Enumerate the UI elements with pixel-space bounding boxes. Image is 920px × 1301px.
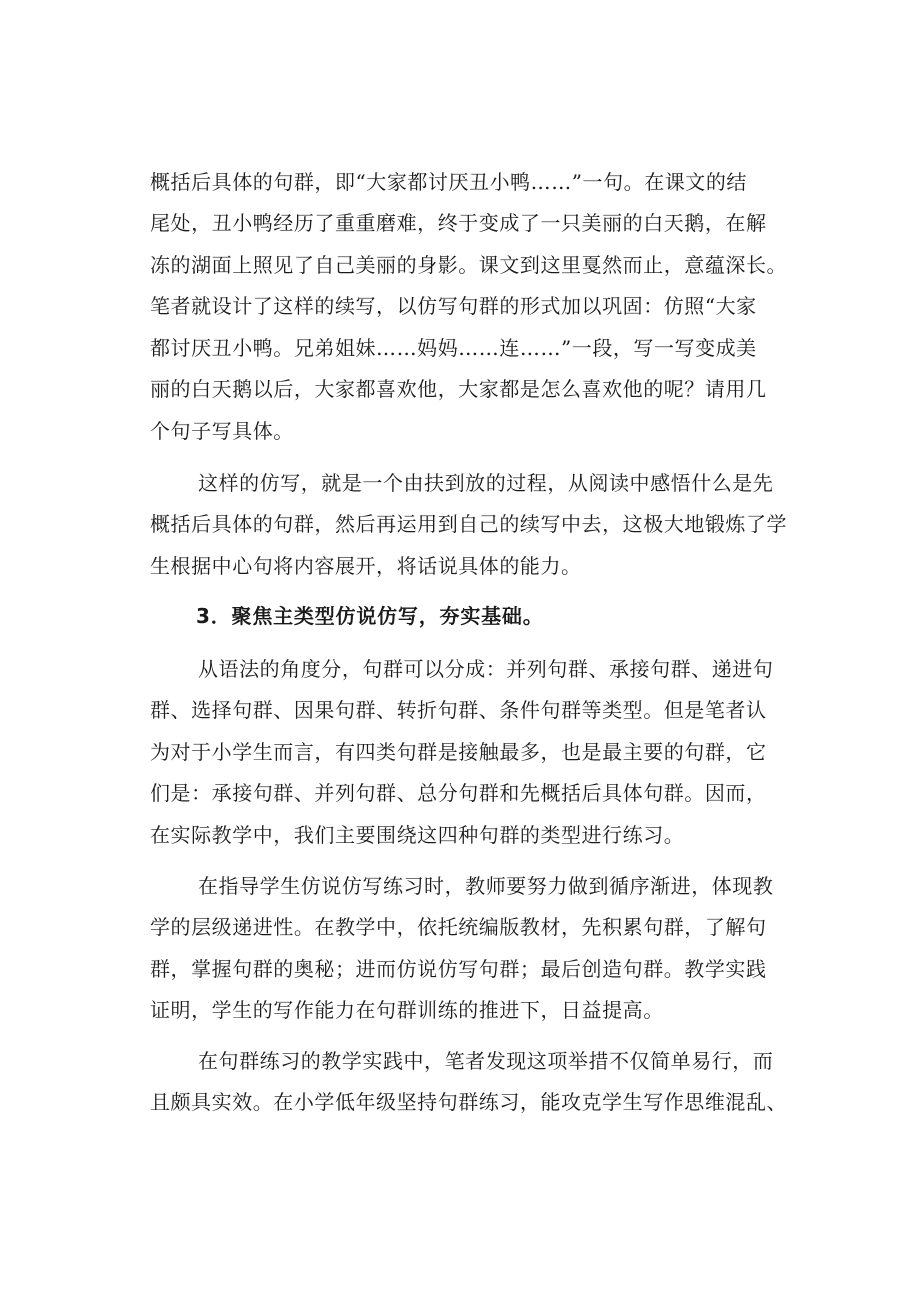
text-line: 们是：承接句群、并列句群、总分句群和先概括后具体句群。因而， xyxy=(150,781,767,805)
text-line: 生根据中心句将内容展开，将话说具体的能力。 xyxy=(150,554,582,578)
text-line: 概括后具体的句群，即“大家都讨厌丑小鸭……”一句。在课文的结 xyxy=(150,170,747,194)
section-heading: 3．聚焦主类型仿说仿写，夯实基础。 xyxy=(196,604,544,628)
text-line: 证明，学生的写作能力在句群训练的推进下，日益提高。 xyxy=(150,998,664,1022)
text-line: 概括后具体的句群，然后再运用到自己的续写中去，这极大地锻炼了学 xyxy=(150,512,788,536)
text-line: 尾处，丑小鸭经历了重重磨难，终于变成了一只美丽的白天鹅，在解 xyxy=(150,211,767,235)
text-line: 群，掌握句群的奥秘；进而仿说仿写句群；最后创造句群。教学实践 xyxy=(150,957,767,981)
text-line: 为对于小学生而言，有四类句群是接触最多，也是最主要的句群，它 xyxy=(150,740,767,764)
text-line: 在实际教学中，我们主要围绕这四种句群的类型进行练习。 xyxy=(150,823,685,847)
text-line: 且颇具实效。在小学低年级坚持句群练习，能攻克学生写作思维混乱、 xyxy=(150,1090,788,1114)
text-line: 从语法的角度分，句群可以分成：并列句群、承接句群、递进句 xyxy=(198,657,774,681)
text-line: 学的层级递进性。在教学中，依托统编版教材，先积累句群，了解句 xyxy=(150,915,767,939)
text-line: 个句子写具体。 xyxy=(150,419,294,443)
text-line: 笔者就设计了这样的续写，以仿写句群的形式加以巩固：仿照“大家 xyxy=(150,294,757,318)
text-line: 这样的仿写，就是一个由扶到放的过程，从阅读中感悟什么是先 xyxy=(198,471,774,495)
text-line: 在指导学生仿说仿写练习时，教师要努力做到循序渐进，体现教 xyxy=(198,874,774,898)
text-line: 冻的湖面上照见了自己美丽的身影。课文到这里戛然而止，意蕴深长。 xyxy=(150,253,788,277)
text-line: 群、选择句群、因果句群、转折句群、条件句群等类型。但是笔者认 xyxy=(150,698,767,722)
text-line: 丽的白天鹅以后，大家都喜欢他，大家都是怎么喜欢他的呢？请用几 xyxy=(150,377,767,401)
text-line: 都讨厌丑小鸭。兄弟姐妹……妈妈……连……”一段，写一写变成美 xyxy=(150,336,757,360)
text-line: 在句群练习的教学实践中，笔者发现这项举措不仅简单易行，而 xyxy=(198,1049,774,1073)
